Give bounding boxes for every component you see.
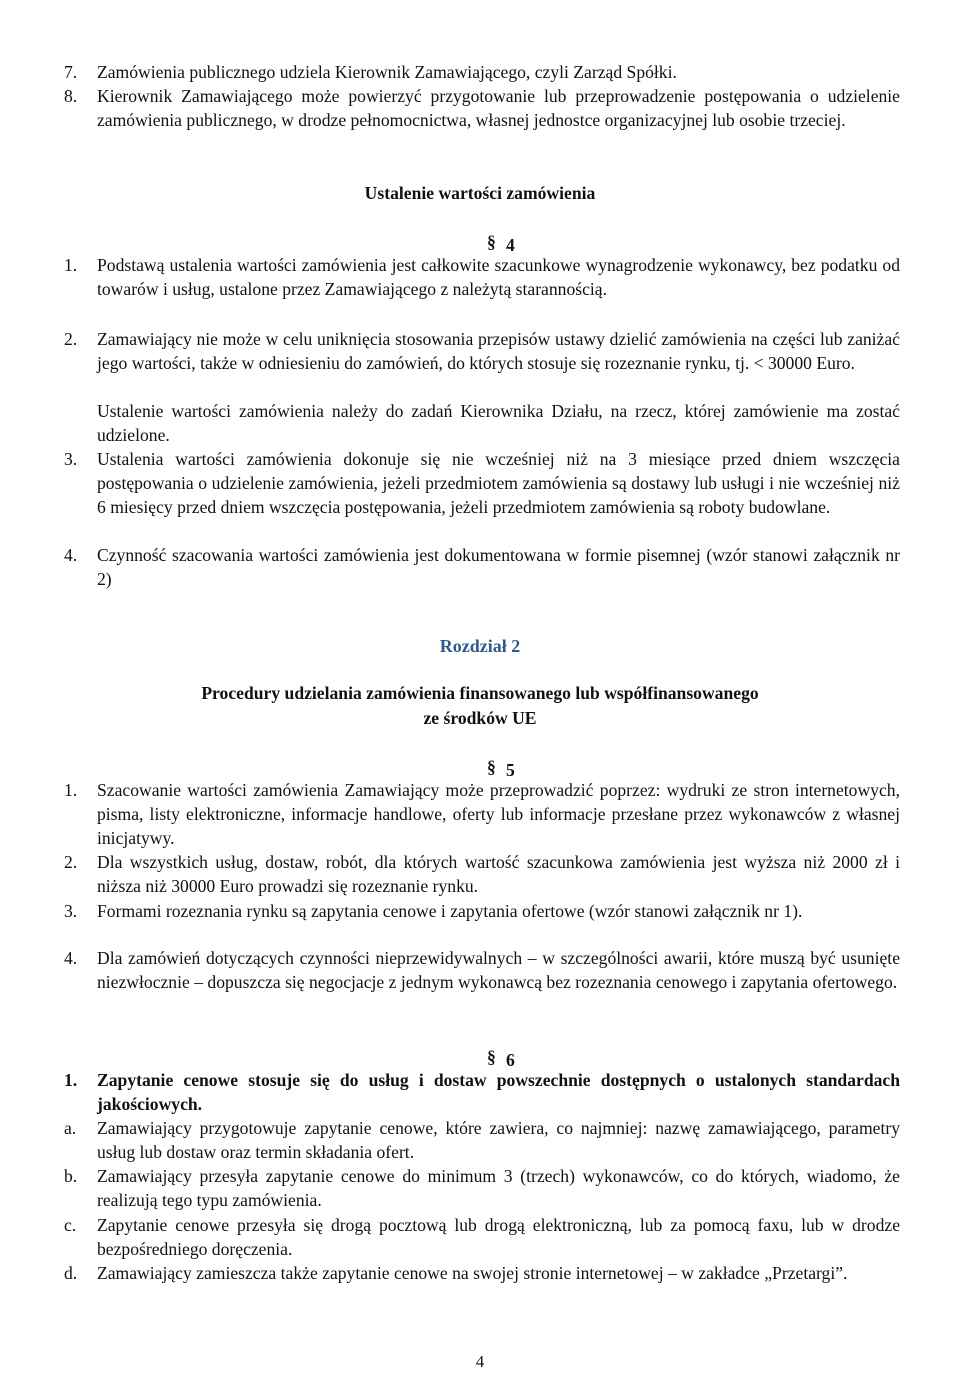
section-sign: §	[487, 232, 496, 252]
list-item: 2. Dla wszystkich usług, dostaw, robót, dla których wartość szacunkowa zamówienia jest wyższa niż 2000 zł i niższa niż 30000 Euro prowadzi się rozeznanie rynku.	[64, 852, 900, 896]
list-item: 4. Dla zamówień dotyczących czynności nieprzewidywalnych – w szczególności awarii, które muszą być usunięte niezwłocznie – dopuszcza się negocjacje z jednym wykonawcą bez rozeznania cenowego i zapytania ofertowego.	[64, 948, 900, 992]
list-item: 1. Zapytanie cenowe stosuje się do usług i dostaw powszechnie dostępnych o ustalonych standardach jakościowych.	[64, 1070, 900, 1114]
list-item: d. Zamawiający zamieszcza także zapytanie cenowe na swojej stronie internetowej – w zakładce „Przetargi”.	[64, 1263, 848, 1283]
paragraph-number: 6	[506, 1050, 515, 1070]
list-item: 8. Kierownik Zamawiającego może powierzyć przygotowanie lub przeprowadzenie postępowania o udzielenie zamówienia publicznego, w drodze pełnomocnictwa, własnej jednostce organizacyjnej lub osobie trzeciej.	[64, 86, 900, 130]
paragraph-number: 4	[506, 235, 515, 255]
chapter-title-line2: ze środków UE	[423, 708, 537, 728]
section-sign: §	[487, 757, 496, 777]
list-item: 3. Formami rozeznania rynku są zapytania cenowe i zapytania ofertowe (wzór stanowi załącznik nr 1).	[64, 901, 803, 921]
list-item: 1. Szacowanie wartości zamówienia Zamawiający może przeprowadzić poprzez: wydruki ze stron internetowych, pisma, listy elektroniczne, informacje handlowe, oferty lub informacje przesłane przez wykonawców z własnej inicjatywy.	[64, 780, 900, 848]
list-item: 4. Czynność szacowania wartości zamówienia jest dokumentowana w formie pisemnej (wzór stanowi załącznik nr 2)	[64, 545, 900, 589]
list-item: c. Zapytanie cenowe przesyła się drogą pocztową lub drogą elektroniczną, lub za pomocą faxu, lub w drodze bezpośredniego doręczenia.	[64, 1215, 900, 1259]
section-title: Ustalenie wartości zamówienia	[364, 183, 596, 203]
list-item: 1. Podstawą ustalenia wartości zamówienia jest całkowite szacunkowe wynagrodzenie wykonawcy, bez podatku od towarów i usług, ustalone przez Zamawiającego z należytą starannością.	[64, 255, 900, 299]
chapter-title-line1: Procedury udzielania zamówienia finansowanego lub współfinansowanego	[201, 683, 759, 703]
list-item: 2. Zamawiający nie może w celu uniknięcia stosowania przepisów ustawy dzielić zamówienia na części lub zaniżać jego wartości, także w odniesieniu do zamówień, do których stosuje się rozeznanie rynku, tj. < 30000 Euro.	[64, 329, 900, 373]
section-sign: §	[487, 1047, 496, 1067]
paragraph-number: 5	[506, 760, 515, 780]
page-number: 4	[475, 1352, 485, 1371]
list-item: 3. Ustalenia wartości zamówienia dokonuje się nie wcześniej niż na 3 miesiące przed dniem wszczęcia postępowania o udzielenie zamówienia, jeżeli przedmiotem zamówienia są dostawy lub usługi i nie wcześniej niż 6 miesięcy przed dniem wszczęcia postępowania, jeżeli przedmiotem zamówienia są roboty budowlane.	[64, 449, 900, 517]
chapter-heading: Rozdział 2	[439, 636, 521, 656]
list-item: b. Zamawiający przesyła zapytanie cenowe do minimum 3 (trzech) wykonawców, co do których, wiadomo, że realizują tego typu zamówienia.	[64, 1166, 900, 1210]
list-item: 7. Zamówienia publicznego udziela Kierownik Zamawiającego, czyli Zarząd Spółki.	[64, 62, 677, 82]
list-item: a. Zamawiający przygotowuje zapytanie cenowe, które zawiera, co najmniej: nazwę zamawiającego, parametry usług lub dostaw oraz termin składania ofert.	[64, 1118, 900, 1162]
list-item: Ustalenie wartości zamówienia należy do zadań Kierownika Działu, na rzecz, której zamówienie ma zostać udzielone.	[97, 401, 900, 445]
